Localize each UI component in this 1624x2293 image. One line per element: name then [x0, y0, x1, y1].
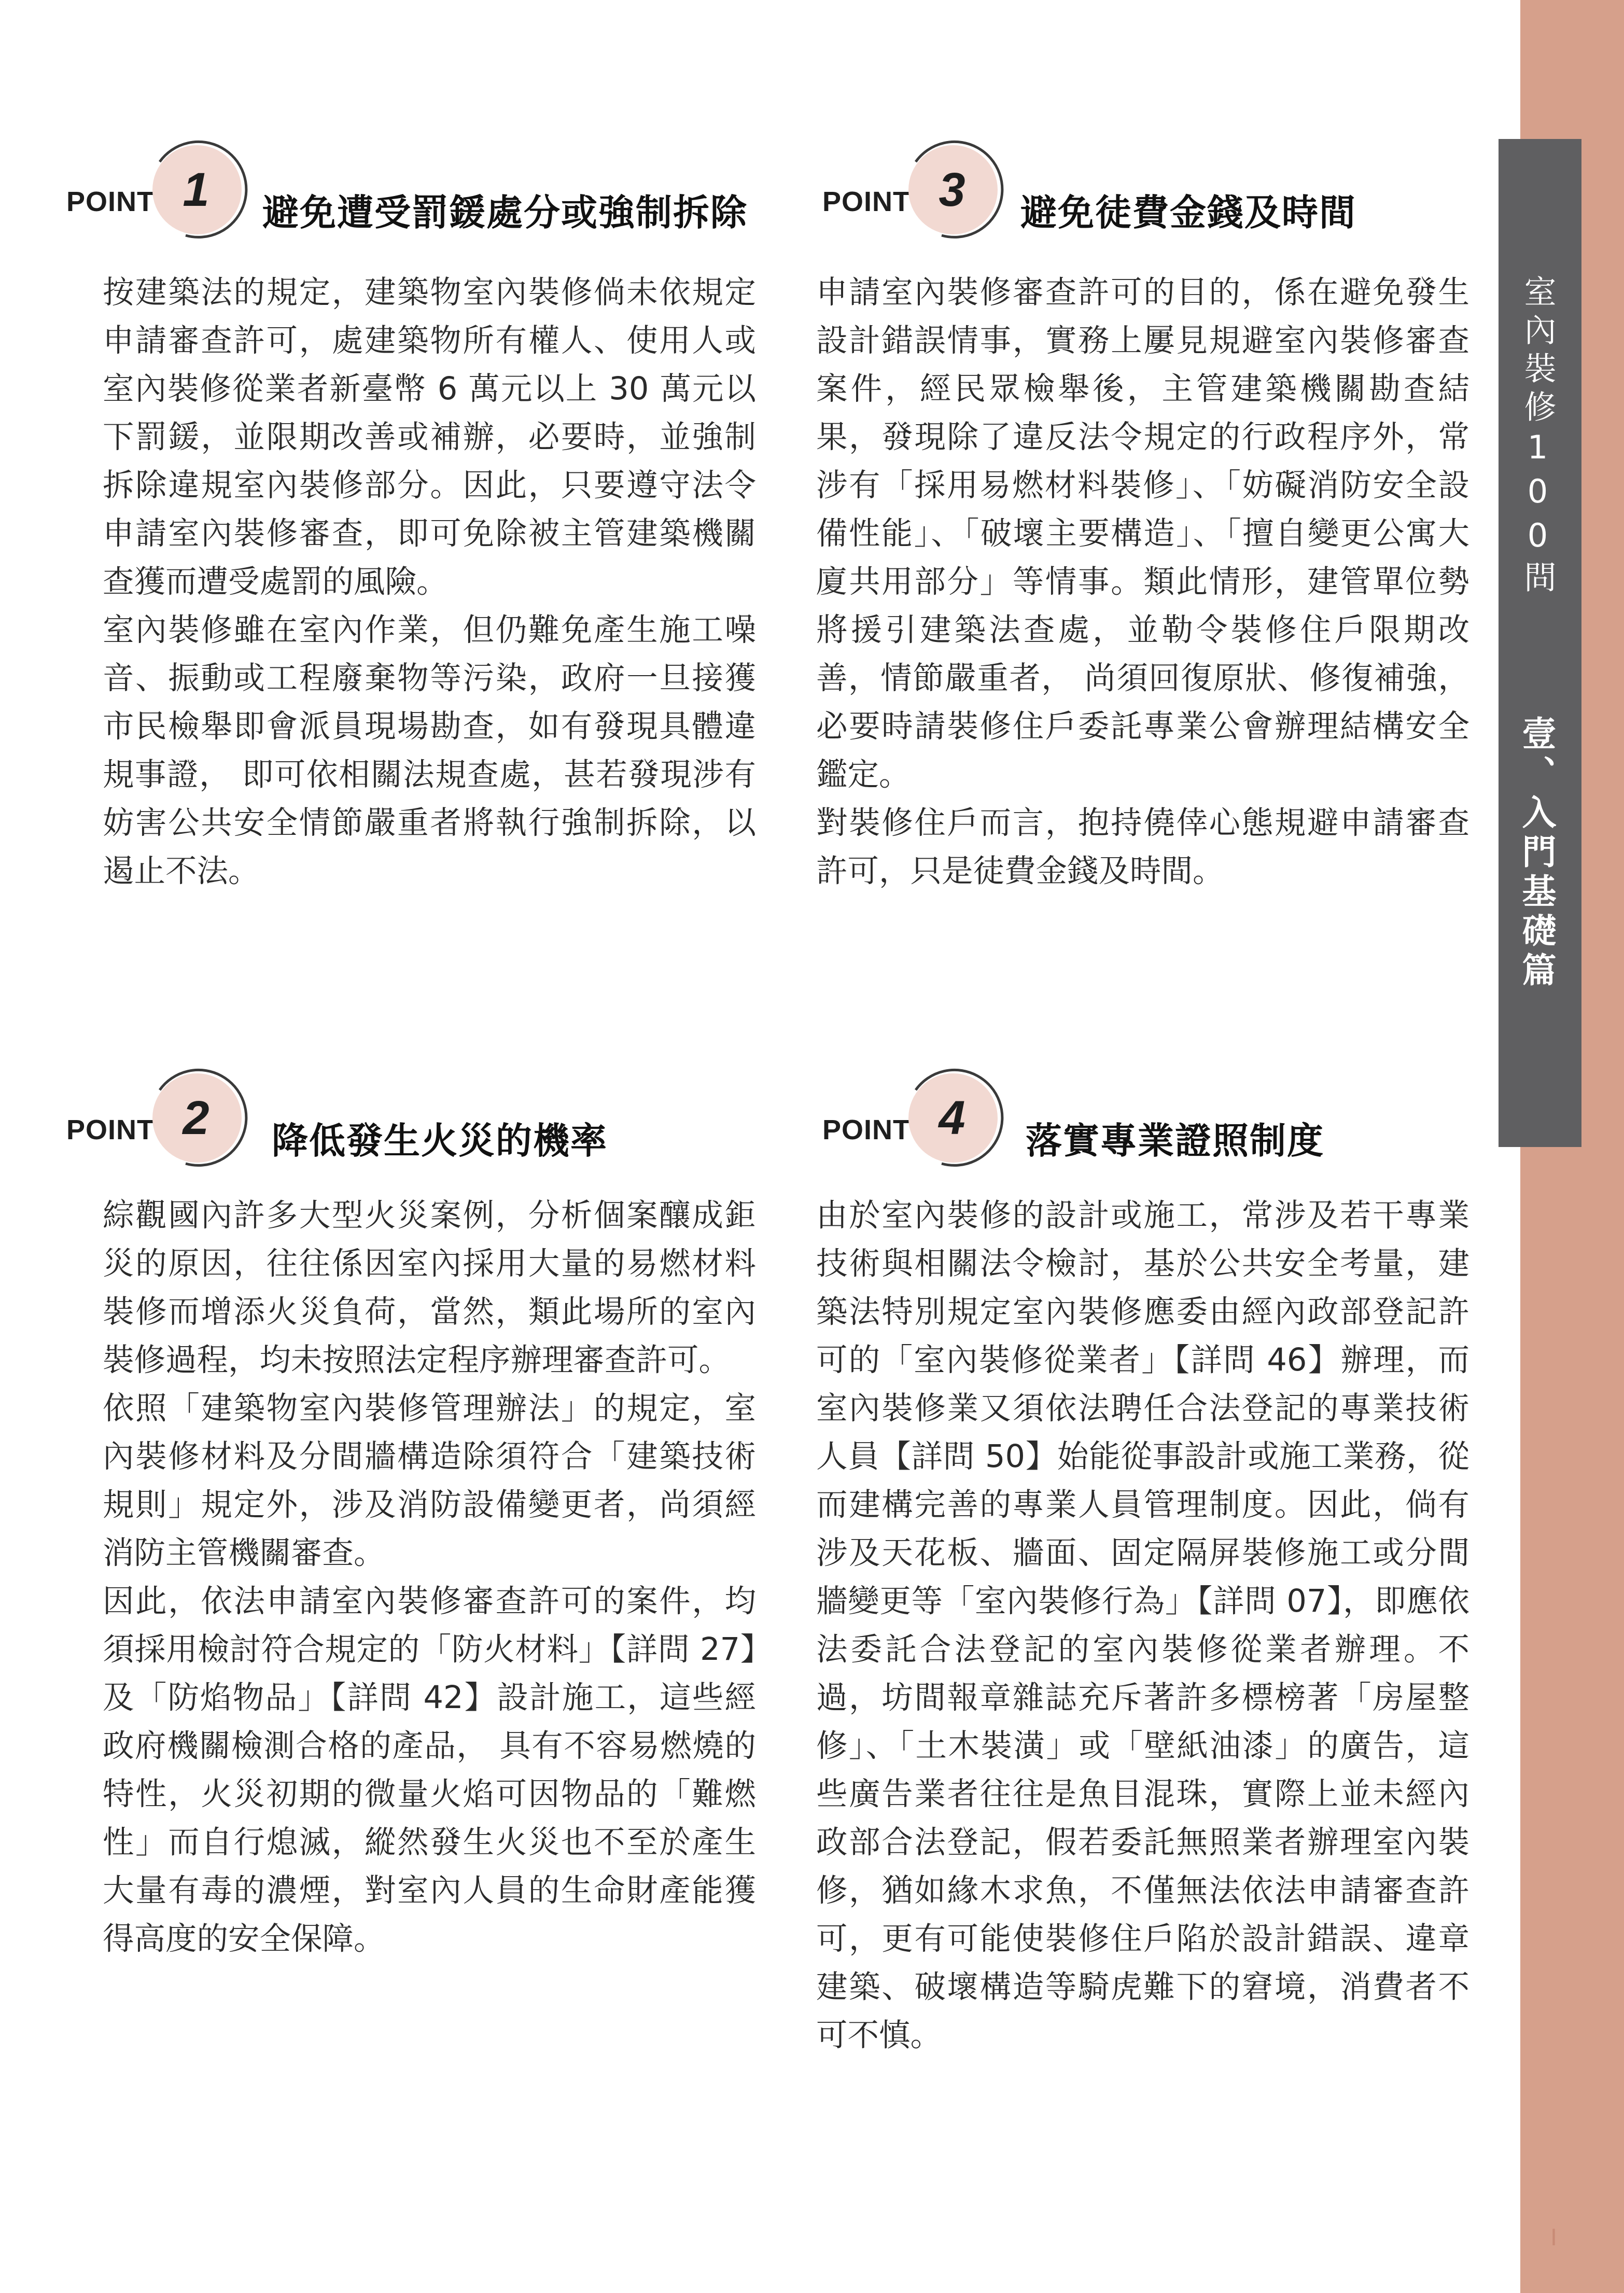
point-3-header — [822, 129, 1486, 253]
point-2-header — [66, 1057, 772, 1181]
point-number: 4 — [939, 1092, 965, 1144]
point-number: 3 — [939, 163, 965, 216]
paragraph: 依照「建築物室內裝修管理辦法」的規定，室內裝修材料及分間牆構造除須符合「建築技術規則」規定外，涉及消防設備變更者，尚須經消防主管機關審查。 — [103, 1390, 756, 1571]
point-label: POINT — [66, 1114, 155, 1145]
point-number-badge — [139, 129, 263, 253]
point-number-badge — [895, 129, 1019, 253]
chapter-title: 壹、入門基礎篇 — [1516, 716, 1556, 991]
point-label: POINT — [822, 186, 911, 217]
point-number: 2 — [183, 1092, 209, 1144]
point-title: 落實專業證照制度 — [1026, 1120, 1324, 1162]
point-number-badge — [895, 1057, 1019, 1181]
point-3-body — [816, 269, 1469, 896]
point-label: POINT — [822, 1114, 911, 1145]
paragraph: 申請室內裝修審查許可的目的，係在避免發生設計錯誤情事，實務上屢見規避室內裝修審查案件，經民眾檢舉後，主管建築機關勘查結果，發現除了違反法令規定的行政程序外，常涉有「採用易燃材料裝修」、「妨礙消防安全設備性能」、「破壞主要構造」、「擅自變更公寓大廈共用部分」等情事。類此情形，建管單位勢將援引建築法查處，並勒令裝修住戶限期改善，情節嚴重者， 尚須回復原狀、修復補強，必要時請裝修住戶委託專業公會辦理結構安全鑑定。 — [816, 274, 1469, 793]
paragraph: 由於室內裝修的設計或施工，常涉及若干專業技術與相關法令檢討，基於公共安全考量，建築法特別規定室內裝修應委由經內政部登記許可的「室內裝修從業者」【詳問 46】辦理，而室內裝修業又須依法聘任合法登記的專業技術人員【詳問 50】始能從事設計或施工業務，從而建構完善的專業人員管理制度。因此，倘有涉及天花板、牆面、固定隔屏裝修施工或分間牆變更等「室內裝修行為」【詳問 07】，即應依法委託合法登記的室內裝修從業者辦理。不過，坊間報章雜誌充斥著許多標榜著「房屋整修」、「土木裝潢」或「壁紙油漆」的廣告，這些廣告業者往往是魚目混珠，實際上並未經內政部合法登記，假若委託無照業者辦理室內裝修，猶如緣木求魚，不僅無法依法申請審查許可，更有可能使裝修住戶陷於設計錯誤、違章建築、破壞構造等騎虎難下的窘境，消費者不可不慎。 — [816, 1197, 1469, 2053]
point-4-header — [822, 1057, 1486, 1181]
point-4-body — [816, 1192, 1469, 2060]
point-label: POINT — [66, 186, 155, 217]
paragraph: 對裝修住戶而言，抱持僥倖心態規避申請審查許可，只是徒費金錢及時間。 — [816, 805, 1469, 889]
paragraph: 室內裝修雖在室內作業，但仍難免產生施工噪音、振動或工程廢棄物等污染，政府一旦接獲市民檢舉即會派員現場勘查，如有發現具體違規事證， 即可依相關法規查處，甚若發現涉有妨害公共安全情節嚴重者將執行強制拆除，以遏止不法。 — [103, 612, 756, 889]
point-1-body — [103, 269, 756, 896]
book-title: 室內裝修100問 — [1519, 275, 1557, 599]
paragraph: 按建築法的規定，建築物室內裝修倘未依規定申請審查許可，處建築物所有權人、使用人或室內裝修從業者新臺幣 6 萬元以上 30 萬元以下罰鍰，並限期改善或補辦，必要時，並強制拆除違規室內裝修部分。因此，只要遵守法令申請室內裝修審查，即可免除被主管建築機關查獲而遭受處罰的風險。 — [103, 274, 756, 600]
point-1-header — [66, 129, 772, 253]
page-mark: I — [1550, 2225, 1557, 2251]
point-number: 1 — [183, 163, 209, 216]
point-title: 避免徒費金錢及時間 — [1020, 191, 1356, 234]
paragraph: 因此，依法申請室內裝修審查許可的案件，均須採用檢討符合規定的「防火材料」【詳問 27】及「防焰物品」【詳問 42】設計施工，這些經政府機關檢測合格的產品， 具有不容易燃燒的特性，火災初期的微量火焰可因物品的「難燃性」而自行熄滅，縱然發生火災也不至於產生大量有毒的濃煙，對室內人員的生命財產能獲得高度的安全保障。 — [103, 1583, 756, 1957]
point-2-body — [103, 1192, 756, 1963]
point-number-badge — [139, 1057, 263, 1181]
point-title: 降低發生火災的機率 — [272, 1120, 608, 1162]
paragraph: 綜觀國內許多大型火災案例，分析個案釀成鉅災的原因，往往係因室內採用大量的易燃材料裝修而增添火災負荷，當然，類此場所的室內裝修過程，均未按照法定程序辦理審查許可。 — [103, 1197, 756, 1378]
point-title: 避免遭受罰鍰處分或強制拆除 — [262, 191, 748, 234]
